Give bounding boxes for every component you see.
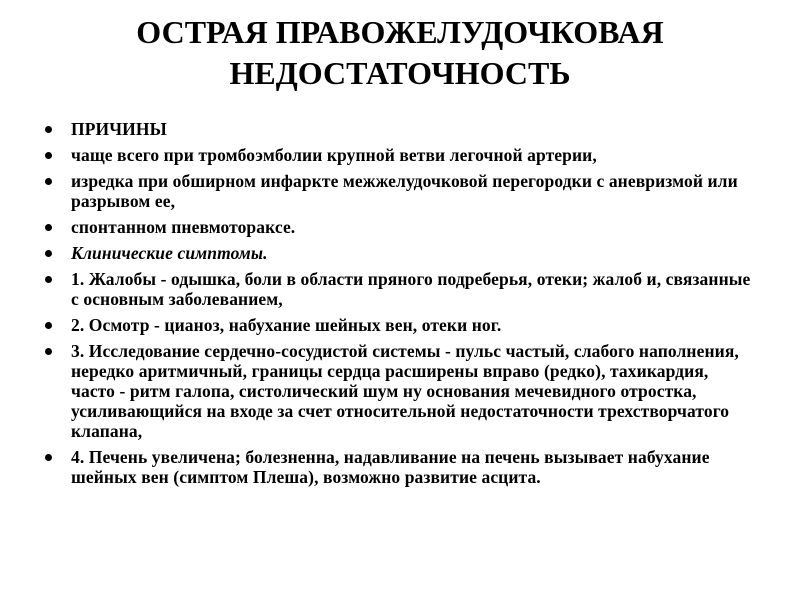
bullet-text: спонтанном пневмотораксе.: [71, 217, 296, 237]
bullet-dot-icon: [45, 250, 52, 257]
bullet-dot-icon: [45, 152, 52, 159]
bullet-cardiovascular: [45, 341, 755, 441]
slide-title-line-2: НЕДОСТАТОЧНОСТЬ: [229, 55, 571, 91]
bullet-dot-icon: [45, 178, 52, 185]
bullet-text: 4. Печень увеличена; болезненна, надавливание на печень вызывает набухание шейных вен (симптом Плеша), возможно развитие асцита.: [71, 447, 710, 487]
bullet-text: 3. Исследование сердечно-сосудистой системы - пульс частый, слабого наполнения, нередко аритмичный, границы сердца расширены вправо (редко), тахикардия, часто - ритм галопа, систолический шум ну основания мечевидного отростка, усиливающийся на входе за счет относительной недостаточности трехстворчатого клапана,: [71, 341, 739, 441]
bullet-dot-icon: [45, 348, 52, 355]
bullet-dot-icon: [45, 224, 52, 231]
bullet-cause-pneumothorax: [45, 217, 755, 237]
bullet-text: ПРИЧИНЫ: [71, 119, 167, 139]
bullet-complaints: [45, 269, 755, 309]
slide-title-line-1: ОСТРАЯ ПРАВОЖЕЛУДОЧКОВАЯ: [136, 14, 664, 50]
bullet-text: 2. Осмотр - цианоз, набухание шейных вен, отеки ног.: [71, 315, 502, 335]
bullet-list: [45, 119, 755, 493]
bullet-text: чаще всего при тромбоэмболии крупной ветви легочной артерии,: [71, 145, 597, 165]
slide-title: [0, 12, 800, 94]
bullet-text: Клинические симптомы.: [71, 243, 268, 263]
bullet-dot-icon: [45, 276, 52, 283]
bullet-dot-icon: [45, 126, 52, 133]
bullet-dot-icon: [45, 454, 52, 461]
bullet-liver: [45, 447, 755, 487]
bullet-text: 1. Жалобы - одышка, боли в области пряного подреберья, отеки; жалоб и, связанные с основным заболеванием,: [71, 269, 751, 309]
bullet-symptoms-heading: [45, 243, 755, 263]
bullet-causes-heading: [45, 119, 755, 139]
bullet-cause-embolism: [45, 145, 755, 165]
bullet-text: изредка при обширном инфаркте межжелудочковой перегородки с аневризмой или разрывом ее,: [71, 171, 738, 211]
bullet-cause-infarction: [45, 171, 755, 211]
bullet-dot-icon: [45, 322, 52, 329]
bullet-examination: [45, 315, 755, 335]
